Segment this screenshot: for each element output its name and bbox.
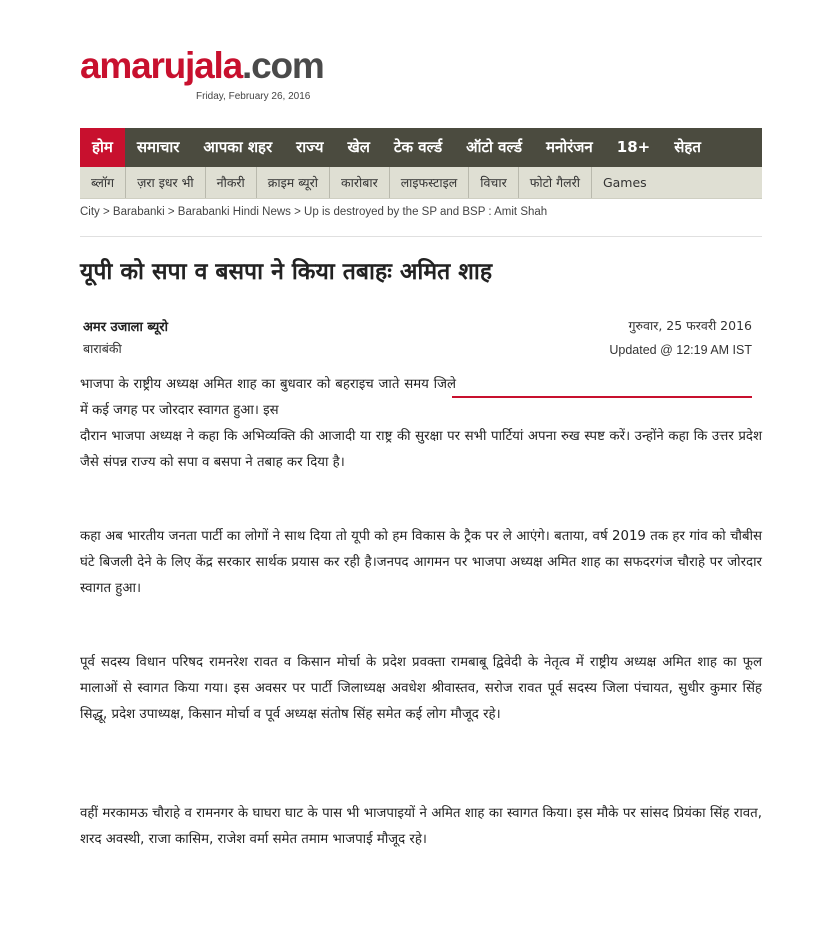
subnav-item-games[interactable]: Games: [602, 175, 647, 190]
ad-slot-divider: [452, 396, 752, 398]
article-title: यूपी को सपा व बसपा ने किया तबाहः अमित शाह: [80, 259, 493, 285]
secondary-nav: [80, 167, 762, 199]
article-paragraph-2: कहा अब भारतीय जनता पार्टी का लोगों ने साथ दिया तो यूपी को हम विकास के ट्रैक पर ले आएंगे। बताया, वर्ष 2019 तक हर गांव को चौबीस घंटे बिजली देने के लिए केंद्र सरकार सार्थक प्रयास कर रही है।जनपद आगमन पर भाजपा अध्यक्ष अमित शाह का सफदरगंज चौराहे पर जोरदार स्वागत हुआ।: [80, 529, 762, 596]
nav-item-health[interactable]: सेहत: [674, 138, 701, 156]
nav-item-entertainment[interactable]: मनोरंजन: [545, 138, 593, 156]
nav-item-your-city[interactable]: आपका शहर: [203, 138, 273, 156]
subnav-item-jobs[interactable]: नौकरी: [206, 167, 257, 198]
subnav-item-zara-idhar-bhi[interactable]: ज़रा इधर भी: [126, 167, 206, 198]
header-date: Friday, February 26, 2016: [196, 91, 311, 102]
logo-main: amarujala: [80, 45, 242, 86]
article-paragraph-4: वहीं मरकामऊ चौराहे व रामनगर के घाघरा घाट के पास भी भाजपाइयों ने अमित शाह का स्वागत किया। इस मौके पर सांसद प्रियंका सिंह रावत, शरद अवस्थी, राजा कासिम, राजेश वर्मा समेत तमाम भाजपाई मौजूद रहे।: [80, 806, 762, 847]
nav-item-news[interactable]: समाचार: [136, 138, 180, 156]
nav-item-tech-world[interactable]: टेक वर्ल्ड: [393, 138, 443, 156]
nav-item-auto-world[interactable]: ऑटो वर्ल्ड: [466, 138, 522, 156]
article-paragraph-1: दौरान भाजपा अध्यक्ष ने कहा कि अभिव्यक्ति की आजादी या राष्ट्र की सुरक्षा पर सभी पार्टियां अपना रुख स्पष्ट करें। उन्होंने कहा कि उत्तर प्रदेश जैसे संपन्न राज्य को सपा व बसपा ने तबाह कर दिया है।: [80, 429, 763, 470]
primary-nav: [80, 128, 762, 167]
article-date: गुरुवार, 25 फरवरी 2016: [628, 318, 752, 333]
divider: [80, 236, 762, 237]
article-updated-time: Updated @ 12:19 AM IST: [609, 343, 752, 357]
nav-item-state[interactable]: राज्य: [296, 138, 324, 156]
breadcrumb[interactable]: City > Barabanki > Barabanki Hindi News > Up is destroyed by the SP and BSP : Amit Shah: [80, 206, 548, 218]
subnav-item-crime-bureau[interactable]: क्राइम ब्यूरो: [257, 167, 330, 198]
nav-item-sports[interactable]: खेल: [347, 138, 370, 156]
subnav-item-opinion[interactable]: विचार: [469, 167, 518, 198]
subnav-item-photo-gallery[interactable]: फोटो गैलरी: [519, 167, 592, 198]
article-paragraph-3: पूर्व सदस्य विधान परिषद रामनरेश रावत व किसान मोर्चा के प्रदेश प्रवक्ता रामबाबू द्विवेदी के नेतृत्व में राष्ट्रीय अध्यक्ष अमित शाह का फूल मालाओं से स्वागत किया गया। इस अवसर पर पार्टी जिलाध्यक्ष अवधेश श्रीवास्तव, सरोज रावत पूर्व सदस्य जिला पंचायत, सुधीर कुमार सिंह सिद्धू, प्रदेश उपाध्यक्ष, किसान मोर्चा व पूर्व अध्यक्ष संतोष सिंह समेत कई लोग मौजूद रहे।: [80, 655, 762, 722]
nav-item-home[interactable]: होम: [80, 128, 125, 167]
article-author: अमर उजाला ब्यूरो: [83, 320, 168, 335]
article-paragraph-lead: भाजपा के राष्ट्रीय अध्यक्ष अमित शाह का बुधवार को बहराइच जाते समय जिले में कई जगह पर जोरदार स्वागत हुआ। इस: [80, 377, 456, 418]
article-location: बाराबंकी: [83, 341, 122, 356]
subnav-item-lifestyle[interactable]: लाइफस्टाइल: [390, 167, 470, 198]
subnav-item-business[interactable]: कारोबार: [330, 167, 390, 198]
subnav-item-blog[interactable]: ब्लॉग: [80, 167, 126, 198]
logo-tld: .com: [241, 45, 324, 86]
nav-item-18-plus[interactable]: 18+: [616, 138, 651, 156]
site-logo[interactable]: [80, 44, 324, 88]
